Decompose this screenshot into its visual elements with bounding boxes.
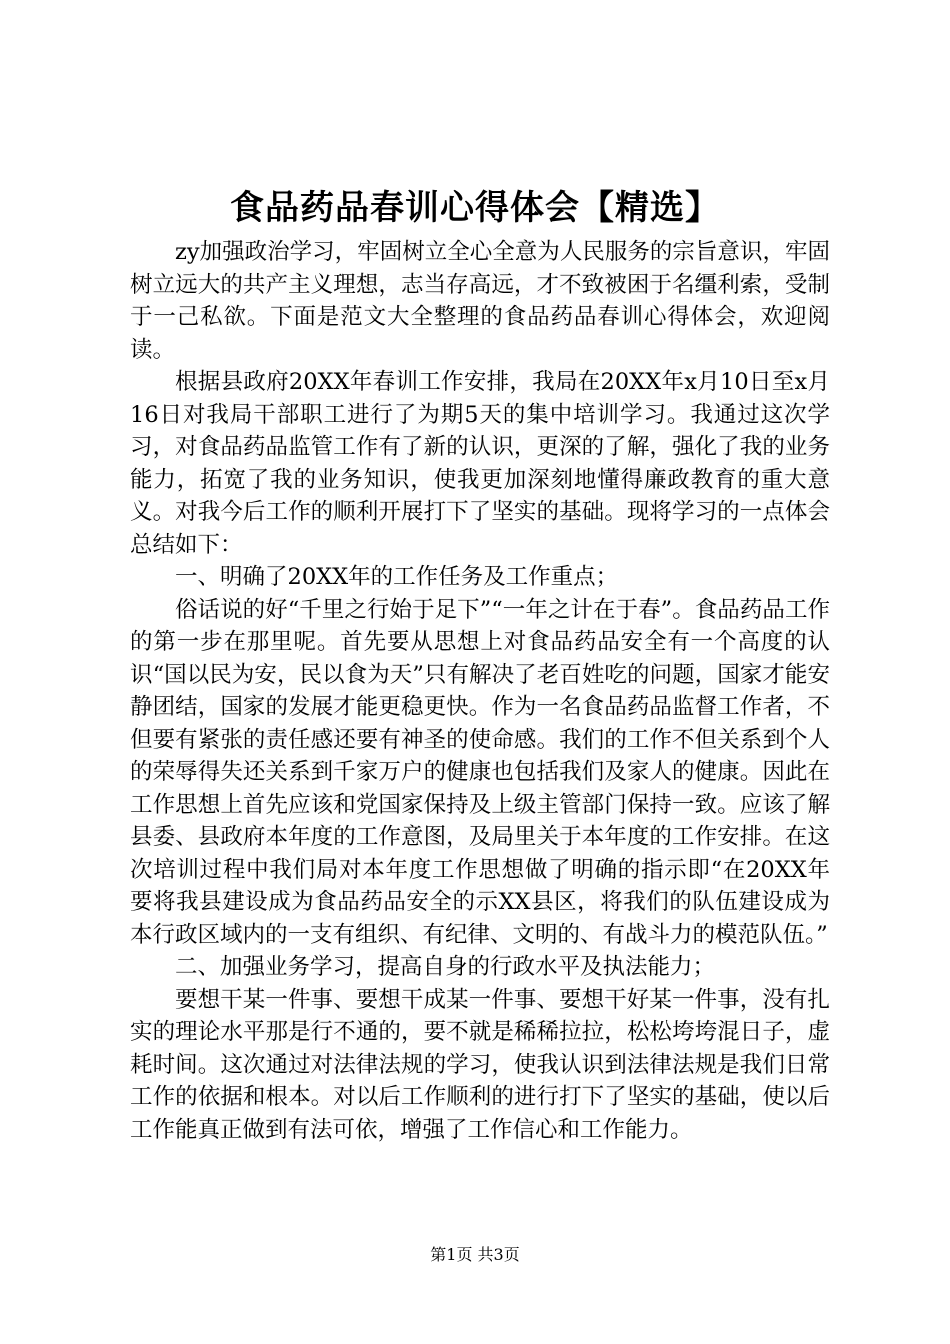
page-number-footer: 第1页 共3页 xyxy=(430,1245,520,1264)
paragraph-background: 根据县政府20XX年春训工作安排，我局在20XX年x月10日至x月16日对我局干部职工进行了为期5天的集中培训学习。我通过这次学习，对食品药品监管工作有了新的认识，更深的了解，强化了我的业务能力，拓宽了我的业务知识，使我更加深刻地懂得廉政教育的重大意义。对我今后工作的顺利开展打下了坚实的基础。现将学习的一点体会总结如下： xyxy=(130,369,830,558)
paragraph-intro: zy加强政治学习，牢固树立全心全意为人民服务的宗旨意识，牢固树立远大的共产主义理想，志当存高远，才不致被困于名缰利索，受制于一己私欲。下面是范文大全整理的食品药品春训心得体会，欢迎阅读。 xyxy=(130,239,830,363)
document-body xyxy=(130,236,830,1146)
section-heading-2: 二、加强业务学习，提高自身的行政水平及执法能力； xyxy=(175,954,716,980)
document-title: 食品药品春训心得体会【精选】 xyxy=(230,188,720,228)
section-heading-1: 一、明确了20XX年的工作任务及工作重点； xyxy=(175,564,619,590)
paragraph-section-2: 要想干某一件事、要想干成某一件事、要想干好某一件事，没有扎实的理论水平那是行不通的，要不就是稀稀拉拉，松松垮垮混日子，虚耗时间。这次通过对法律法规的学习，使我认识到法律法规是我们日常工作的依据和根本。对以后工作顺利的进行打下了坚实的基础，使以后工作能真正做到有法可依，增强了工作信心和工作能力。 xyxy=(130,986,830,1143)
paragraph-section-1: 俗话说的好“千里之行始于足下”“一年之计在于春”。食品药品工作的第一步在那里呢。首先要从思想上对食品药品安全有一个高度的认识“国以民为安，民以食为天”只有解决了老百姓吃的问题，国家才能安静团结，国家的发展才能更稳更快。作为一名食品药品监督工作者，不但要有紧张的责任感还要有神圣的使命感。我们的工作不但关系到个人的荣辱得失还关系到千家万户的健康也包括我们及家人的健康。因此在工作思想上首先应该和党国家保持及上级主管部门保持一致。应该了解县委、县政府本年度的工作意图，及局里关于本年度的工作安排。在这次培训过程中我们局对本年度工作思想做了明确的指示即“在20XX年要将我县建设成为食品药品安全的示XX县区，将我们的队伍建设成为本行政区域内的一支有组织、有纪律、文明的、有战斗力的模范队伍。” xyxy=(130,596,830,948)
